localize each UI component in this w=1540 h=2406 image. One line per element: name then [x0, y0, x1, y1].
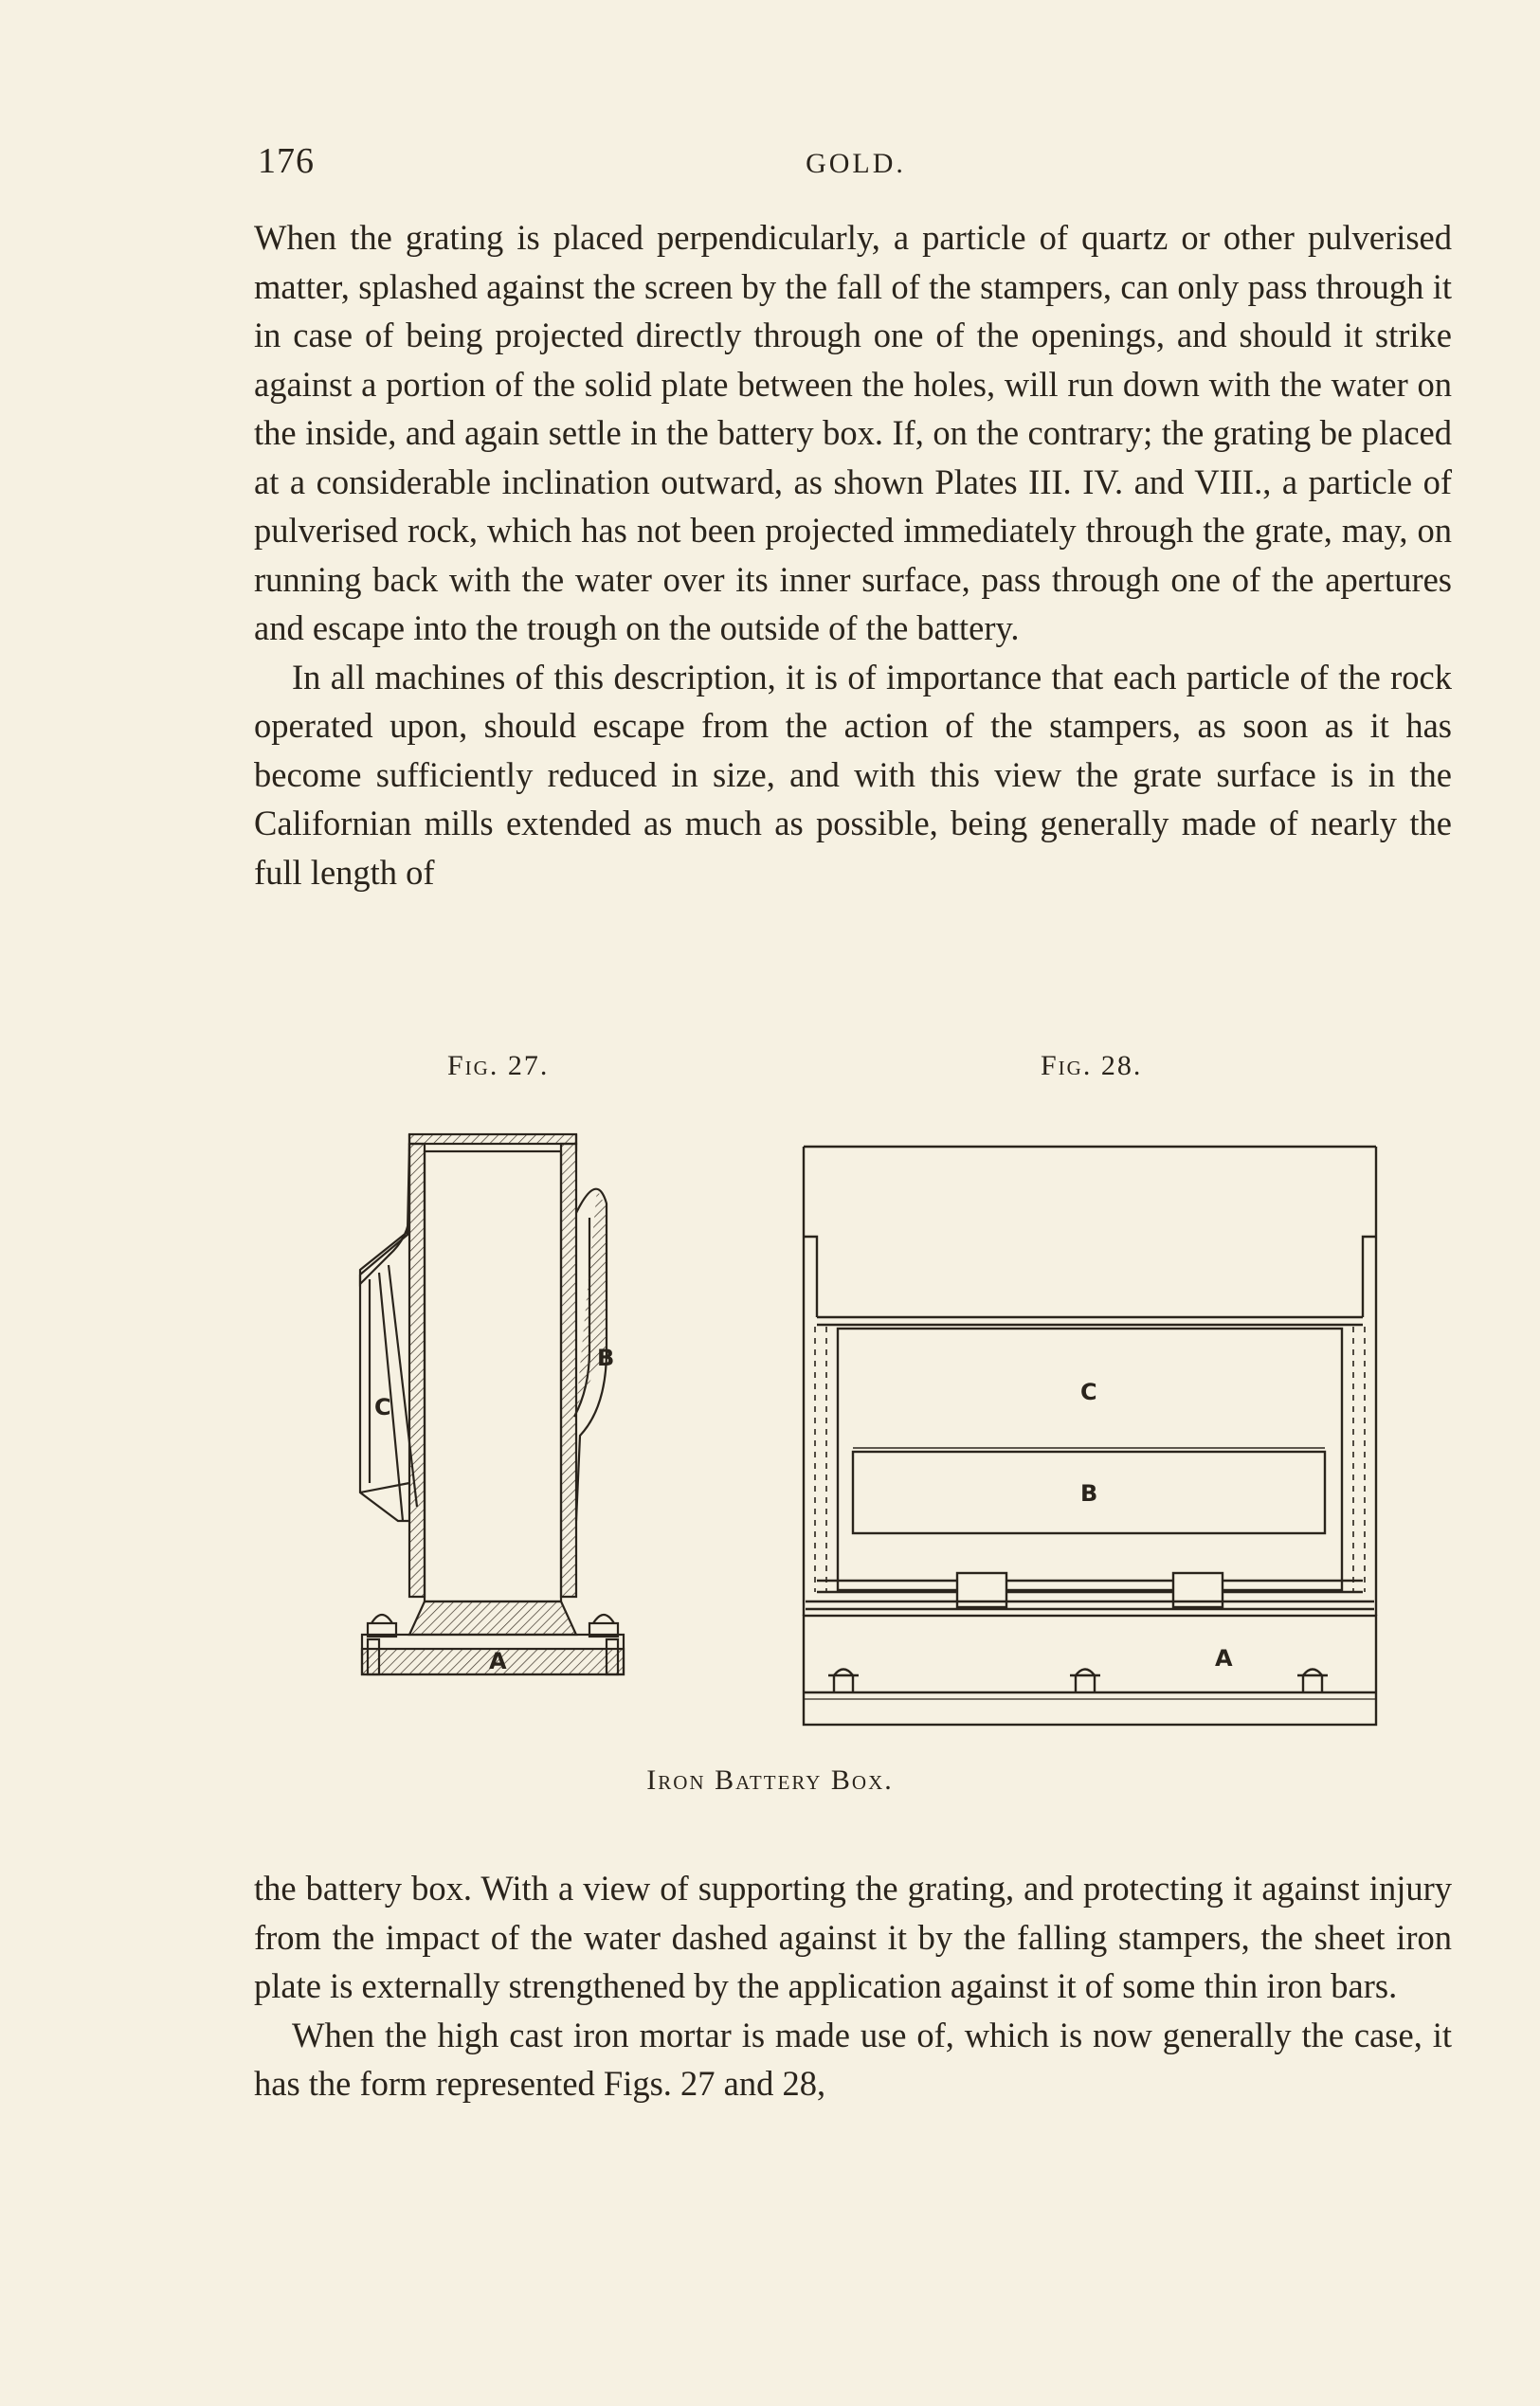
- paragraph: the battery box. With a view of supporting the grating, and protecting it against injury from the impact of the water dashed against it by the falling stampers, the sheet iron plate is externally strengthened by the application against it of some thin iron bars.: [254, 1869, 1452, 2005]
- top-text-block: [254, 213, 1452, 896]
- figure-27-label: Fig. 27.: [447, 1050, 550, 1081]
- figure-27-letter-b: B: [597, 1345, 615, 1371]
- figure-27-letter-c: C: [374, 1394, 391, 1420]
- figure-caption: Iron Battery Box.: [646, 1764, 894, 1796]
- paragraph: In all machines of this description, it is of importance that each particle of the rock operated upon, should escape from the action of the stampers, as soon as it has become sufficiently reduced in size, and with this view the grate surface is in the Californian mills extended as much as possible, being generally made of nearly the full length of: [254, 657, 1452, 892]
- page-number: 176: [258, 141, 315, 181]
- figure-27-drawing: [322, 1123, 663, 1729]
- bottom-text-block: [254, 1864, 1452, 2108]
- running-head: GOLD.: [806, 148, 906, 179]
- figure-28-label: Fig. 28.: [1041, 1050, 1143, 1081]
- figure-28-letter-a: A: [1215, 1645, 1233, 1672]
- page-header: [258, 140, 1454, 188]
- figure-28-drawing: [796, 1137, 1384, 1725]
- figure-27-letter-a: A: [489, 1648, 507, 1674]
- figure-28-letter-c: C: [1080, 1379, 1097, 1405]
- figure-28-letter-b: B: [1080, 1480, 1098, 1507]
- paragraph: When the high cast iron mortar is made use of, which is now generally the case, it has the form represented Figs. 27 and 28,: [254, 2015, 1452, 2103]
- paragraph: When the grating is placed perpendicularly, a particle of quartz or other pulverised matter, splashed against the screen by the fall of the stampers, can only pass through it in case of being projected directly through one of the openings, and should it strike against a portion of the solid plate between the holes, will run down with the water on the inside, and again settle in the battery box. If, on the contrary; the grating be placed at a considerable inclination outward, as shown Plates III. IV. and VIII., a particle of pulverised rock, which has not been projected immediately through the grate, may, on running back with the water over its inner surface, pass through one of the apertures and escape into the trough on the outside of the battery.: [254, 218, 1452, 647]
